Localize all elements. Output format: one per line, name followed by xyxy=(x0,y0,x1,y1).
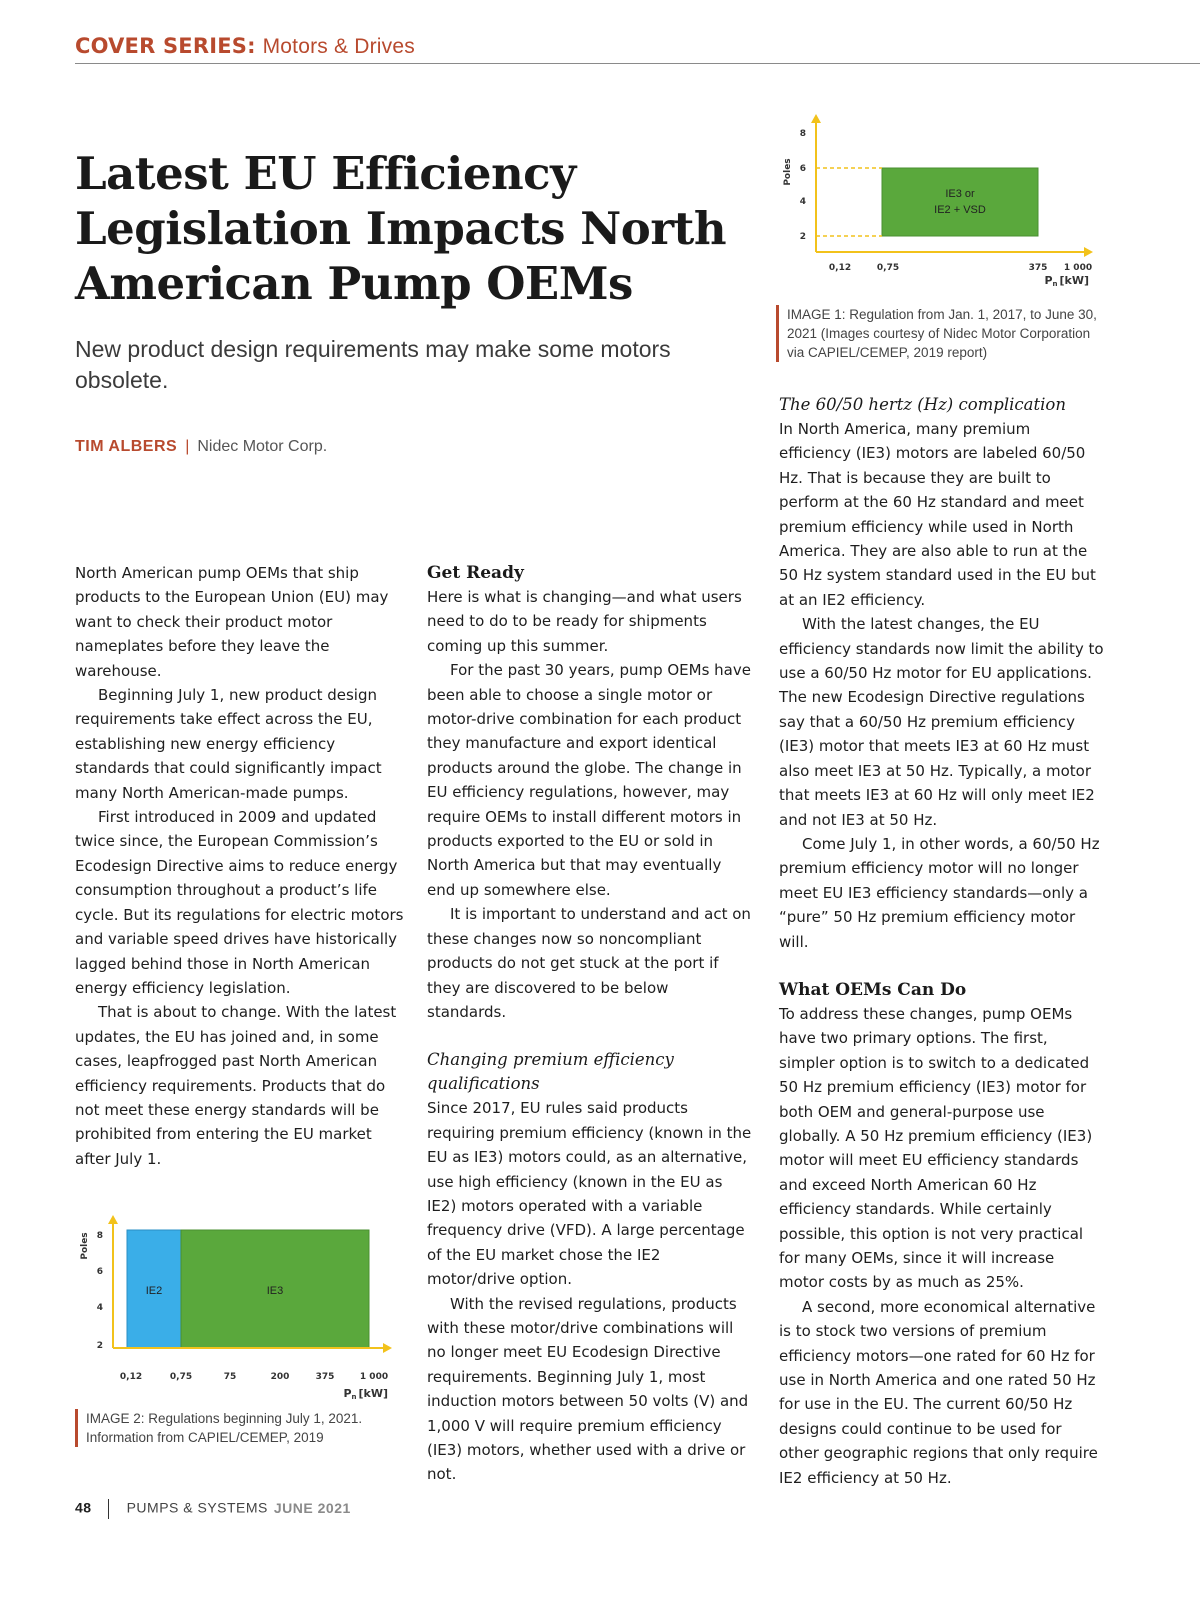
series-topic: Motors & Drives xyxy=(262,35,415,58)
column-1 xyxy=(75,561,405,1171)
x-tick-375: 375 xyxy=(1028,263,1048,273)
paragraph: That is about to change. With the latest updates, the EU has joined and, in some cases, leapfrogged past North American efficiency requirements. Products that do not meet these energy standards will be prohibited from entering the EU market after July 1. xyxy=(75,1003,397,1168)
x-axis-label: Pn [kW] xyxy=(1044,274,1089,288)
x-tick-0-75: 0,75 xyxy=(876,263,900,273)
author-organization: Nidec Motor Corp. xyxy=(197,438,328,455)
y-tick-8: 8 xyxy=(799,129,806,139)
paragraph: It is important to understand and act on these changes now so noncompliant products do not get stuck at the port if they are discovered to be below standards. xyxy=(427,905,751,1021)
spacer xyxy=(427,1024,752,1048)
y-tick-6: 6 xyxy=(96,1267,103,1277)
x-tick-375: 375 xyxy=(315,1372,335,1382)
paragraph: North American pump OEMs that ship products to the European Union (EU) may want to check their product motor nameplates before they leave the warehouse. xyxy=(75,564,389,680)
y-axis-label: Poles xyxy=(783,158,793,186)
series-header xyxy=(75,34,415,59)
spacer xyxy=(779,954,1104,978)
x-tick-0-75: 0,75 xyxy=(169,1372,193,1382)
y-axis-arrow xyxy=(811,114,821,123)
y-axis-arrow xyxy=(108,1215,118,1224)
figure-2 xyxy=(75,1212,405,1407)
region-label-line-2: IE2 + VSD xyxy=(934,204,986,216)
paragraph: Beginning July 1, new product design requirements take effect across the EU, establishing new energy efficiency standards that could significantly impact many North American-made pumps. xyxy=(75,686,382,802)
publication-name: PUMPS & SYSTEMS xyxy=(126,1499,268,1516)
column-2 xyxy=(427,561,752,1487)
page-footer xyxy=(75,1499,351,1519)
y-tick-2: 2 xyxy=(799,232,806,242)
figure-1 xyxy=(776,112,1106,292)
region-label-line-1: IE3 or xyxy=(945,188,975,200)
header-rule xyxy=(75,63,1200,64)
y-tick-8: 8 xyxy=(96,1231,103,1241)
paragraph: For the past 30 years, pump OEMs have been able to choose a single motor or motor-drive combination for each product they manufacture and export identical products around the globe. The change in EU efficiency regulations, however, may require OEMs to install different motors in products exported to the EU or sold in North America but that may eventually end up somewhere else. xyxy=(427,661,751,899)
x-axis-arrow xyxy=(383,1343,392,1353)
footer-divider xyxy=(108,1499,109,1519)
section-heading: Get Ready xyxy=(427,563,524,583)
issue-date: JUNE 2021 xyxy=(273,1499,351,1516)
paragraph: First introduced in 2009 and updated twice since, the European Commission’s Ecodesign Directive aims to reduce energy consumption throughout a product’s life cycle. But its regulations for electric motors and variable speed drives have historically lagged behind those in North American energy efficiency legislation. xyxy=(75,808,404,997)
paragraph: A second, more economical alternative is to stock two versions of premium efficiency motors—one rated for 60 Hz for use in North America and one rated 50 Hz for use in the EU. The current 60/50 Hz designs could continue to be used for other geographic regions that only require IE2 efficiency at 50 Hz. xyxy=(779,1297,1098,1487)
x-tick-1000: 1 000 xyxy=(1063,263,1093,273)
y-tick-6: 6 xyxy=(799,164,806,174)
figure-1-chart xyxy=(776,112,1106,292)
article-title: Latest EU Efficiency Legislation Impacts North American Pump OEMs xyxy=(75,147,727,310)
paragraph: Come July 1, in other words, a 60/50 Hz premium efficiency motor will no longer meet EU IE3 efficiency standards—only a “pure” 50 Hz premium efficiency motor will. xyxy=(779,834,1100,951)
paragraph: Since 2017, EU rules said products requiring premium efficiency (known in the EU as IE3) motors could, as an alternative, use high efficiency (known in the EU as IE2) motors operated with a variable frequency drive (VFD). A large percentage of the EU market chose the IE2 motor/drive option. xyxy=(427,1099,752,1289)
column-3 xyxy=(779,393,1104,1490)
author-name: TIM ALBERS xyxy=(75,438,178,455)
x-tick-200: 200 xyxy=(270,1372,290,1382)
y-axis-label: Poles xyxy=(80,1232,90,1260)
region-ie3-or-ie2-vsd xyxy=(882,168,1038,236)
paragraph: In North America, many premium efficiency (IE3) motors are labeled 60/50 Hz. That is because they are built to perform at the 60 Hz standard and meet premium efficiency while used in North America. They are also able to run at the 50 Hz system standard used in the EU but at an IE2 efficiency. xyxy=(779,420,1096,609)
x-tick-1000: 1 000 xyxy=(359,1372,389,1382)
figure-2-caption: IMAGE 2: Regulations beginning July 1, 2021. Information from CAPIEL/CEMEP, 2019 xyxy=(75,1409,396,1447)
section-heading: What OEMs Can Do xyxy=(779,979,967,1000)
section-subheading: The 60/50 hertz (Hz) complication xyxy=(779,395,1066,414)
x-tick-0-12: 0,12 xyxy=(828,263,852,273)
x-tick-0-12: 0,12 xyxy=(119,1372,143,1382)
region-label-ie3: IE3 xyxy=(266,1285,284,1297)
x-tick-75: 75 xyxy=(223,1372,237,1382)
section-subheading: Changing premium efficiency qualifications xyxy=(427,1050,674,1094)
paragraph: With the revised regulations, products with these motor/drive combinations will no longer meet EU Ecodesign Directive requirements. Beginning July 1, most induction motors between 50 volts (V) and 1,000 V will require premium efficiency (IE3) motors, whether used with a drive or not. xyxy=(427,1294,749,1484)
byline-separator: | xyxy=(185,438,190,455)
figure-2-chart xyxy=(75,1212,405,1407)
y-tick-2: 2 xyxy=(96,1341,103,1351)
paragraph: With the latest changes, the EU efficiency standards now limit the ability to use a 60/50 Hz motor for EU applications. The new Ecodesign Directive regulations say that a 60/50 Hz premium efficiency (IE3) motor that meets IE3 at 60 Hz must also meet IE3 at 50 Hz. Typically, a motor that meets IE3 at 60 Hz will only meet IE2 and not IE3 at 50 Hz. xyxy=(779,615,1104,829)
y-tick-4: 4 xyxy=(96,1303,103,1313)
page-number: 48 xyxy=(75,1499,92,1516)
x-axis-label: Pn [kW] xyxy=(343,1387,388,1401)
article-subtitle: New product design requirements may make some motors obsolete. xyxy=(75,336,671,393)
y-tick-4: 4 xyxy=(799,197,806,207)
figure-1-caption: IMAGE 1: Regulation from Jan. 1, 2017, to June 30, 2021 (Images courtesy of Nidec Motor Corporation via CAPIEL/CEMEP, 2019 report) xyxy=(776,305,1111,362)
x-axis-arrow xyxy=(1084,247,1093,257)
paragraph: To address these changes, pump OEMs have two primary options. The first, simpler option is to switch to a dedicated 50 Hz premium efficiency (IE3) motor for both OEM and general-purpose use globally. A 50 Hz premium efficiency (IE3) motor will meet EU efficiency standards and exceed North American 60 Hz efficiency standards. While certainly possible, this option is not very practical for many OEMs, since it will increase motor costs by as much as 25%. xyxy=(779,1004,1093,1292)
series-kicker: COVER SERIES: xyxy=(75,34,256,58)
region-label-ie2: IE2 xyxy=(145,1285,163,1297)
paragraph: Here is what is changing—and what users need to do to be ready for shipments coming up this summer. xyxy=(427,588,742,655)
byline xyxy=(75,438,327,456)
